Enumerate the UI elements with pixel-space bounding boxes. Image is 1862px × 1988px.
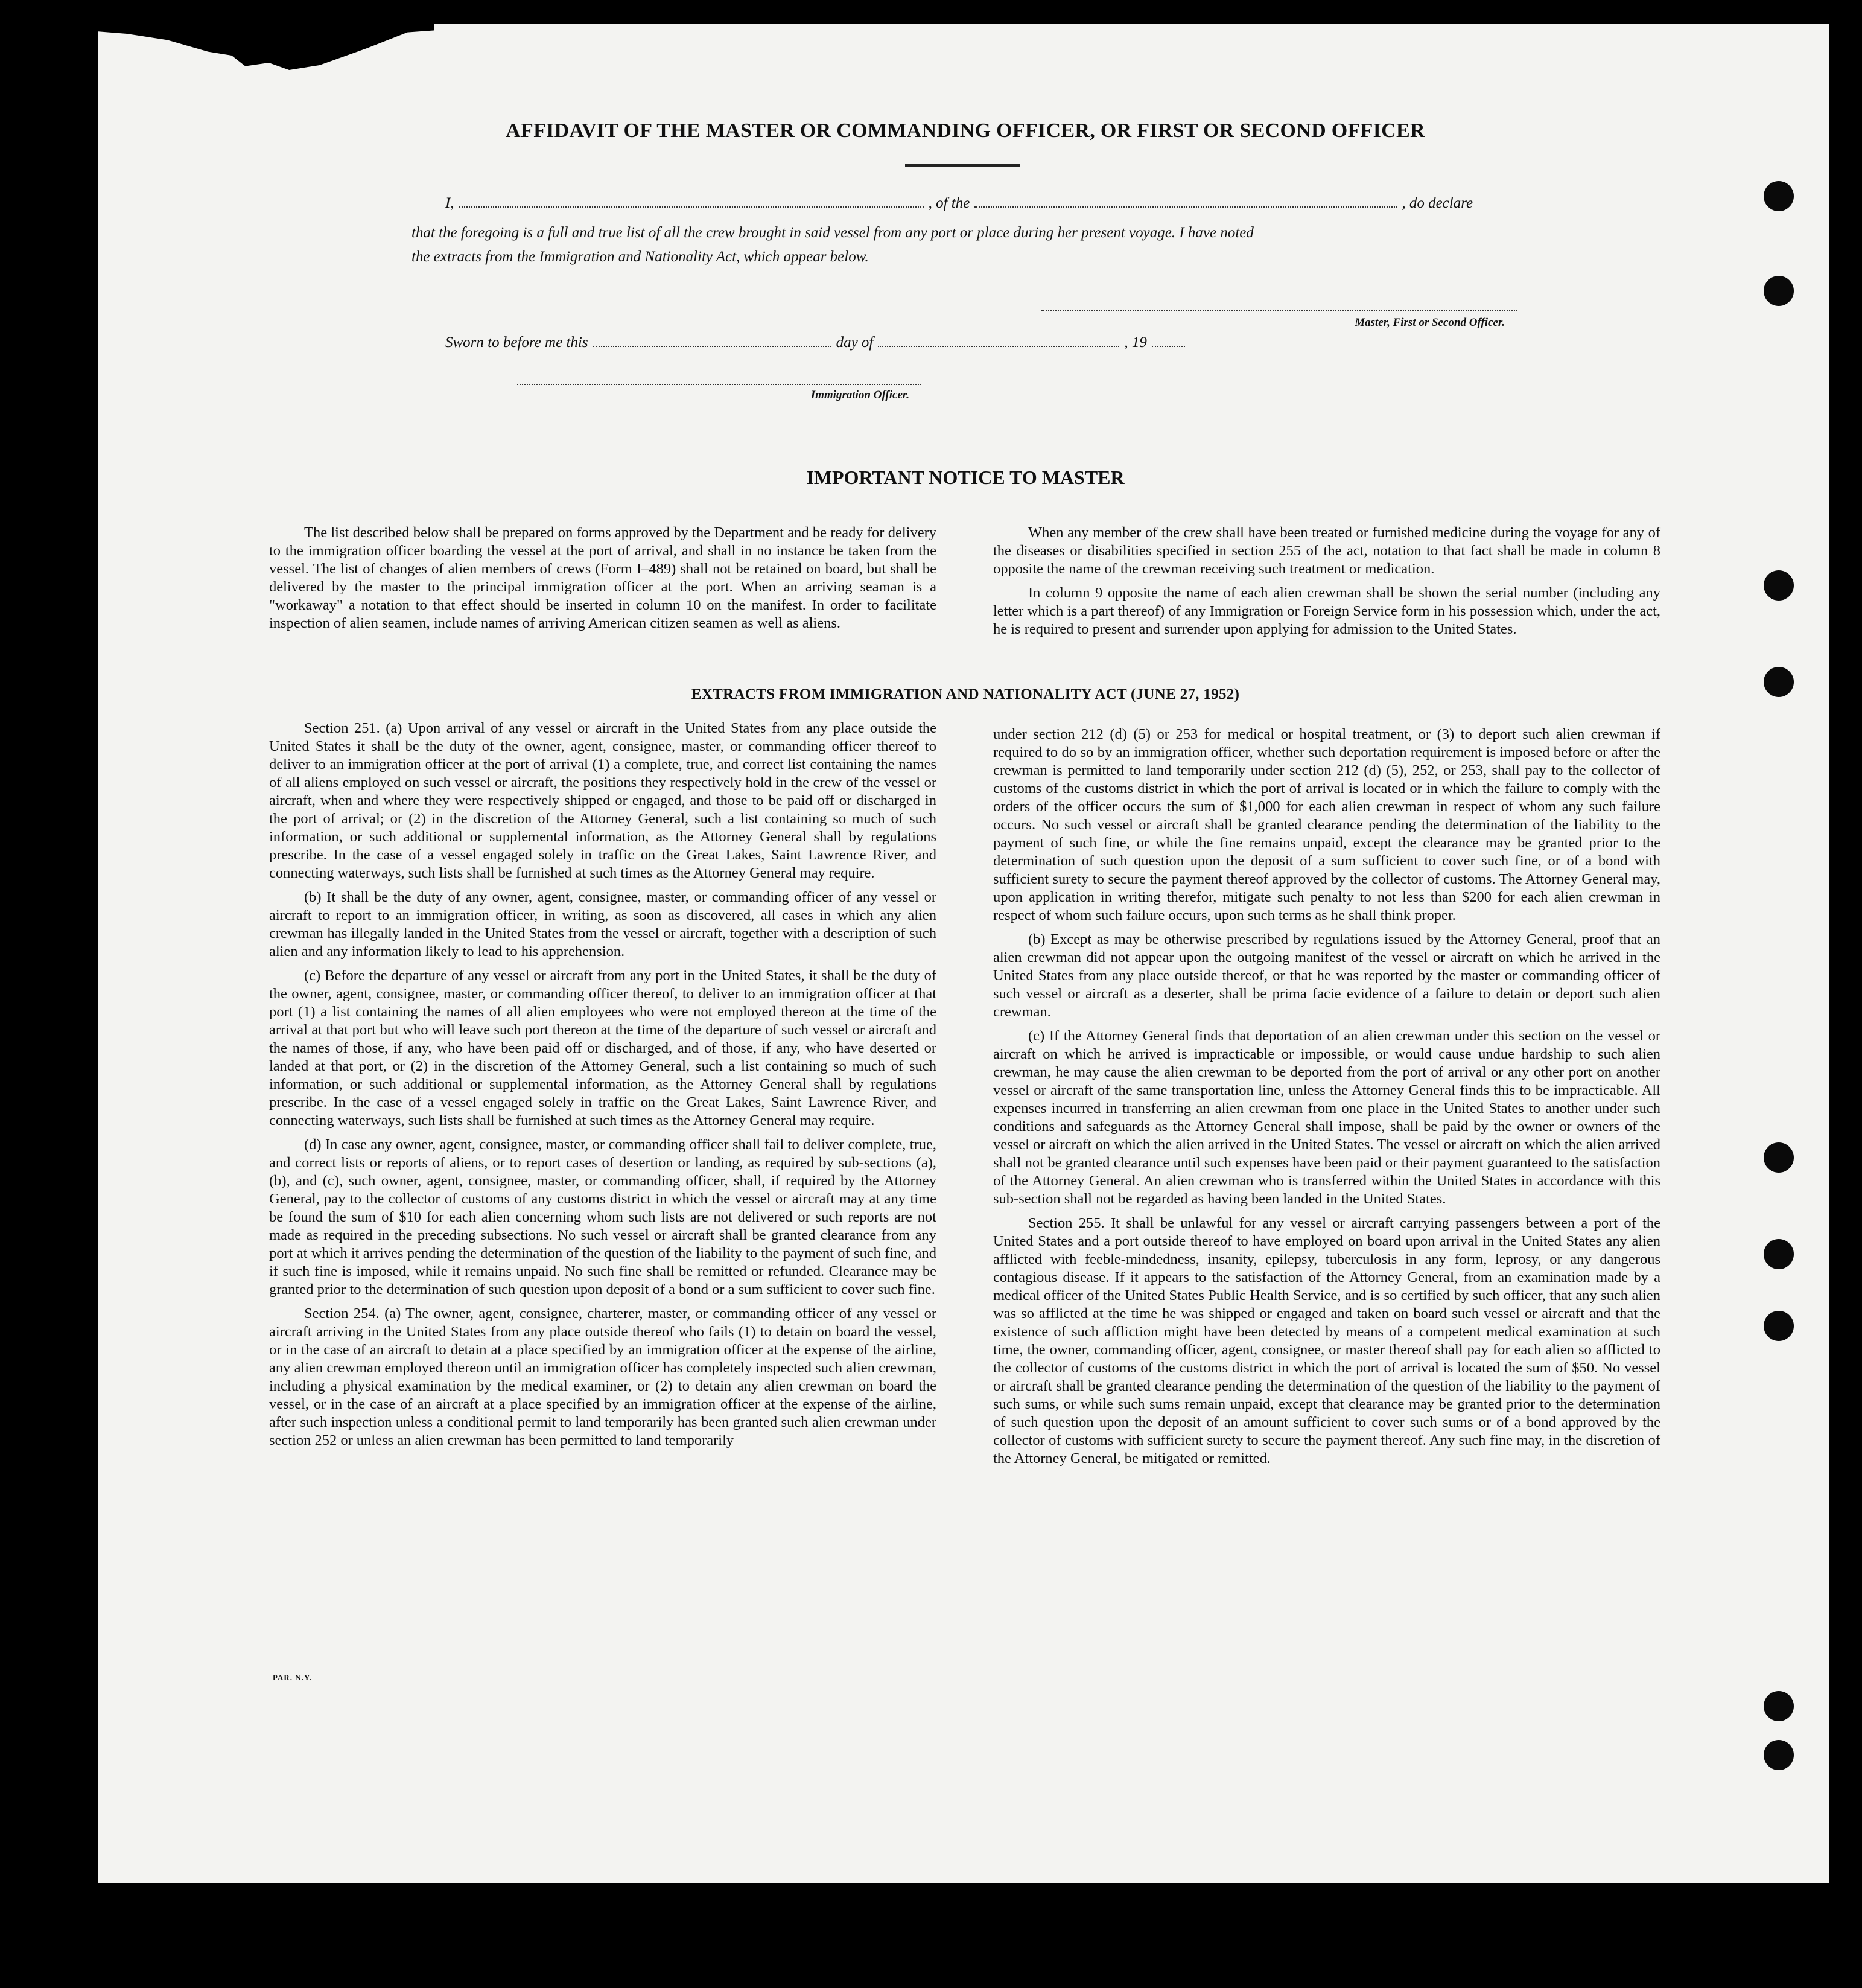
sworn-day-field[interactable] bbox=[593, 345, 831, 347]
binder-hole-icon bbox=[1764, 1311, 1794, 1341]
extracts-title: EXTRACTS FROM IMMIGRATION AND NATIONALITY ACT (JUNE 27, 1952) bbox=[691, 686, 1240, 702]
binder-hole-icon bbox=[1764, 570, 1794, 601]
master-signature-label: Master, First or Second Officer. bbox=[1355, 316, 1505, 329]
declaration-line bbox=[445, 195, 1517, 212]
declarant-prefix: I, bbox=[445, 195, 454, 211]
vessel-name-field[interactable] bbox=[974, 206, 1397, 208]
notice-paragraph: The list described below shall be prepared on forms approved by the Department and be ready for delivery to the immigration officer boarding the vessel at the port of arrival, and shall in no instance be taken from the vessel. The list of changes of alien members of crews (Form I–489) shall not be retained on board, but shall be delivered by the master to the principal immigration officer at the port. When an arriving seaman is a "workaway" a notation to that effect should be inserted in column 10 on the manifest. In order to facilitate inspection of alien seamen, include names of arriving American citizen seamen as well as aliens. bbox=[269, 524, 936, 631]
extracts-right-column bbox=[993, 725, 1660, 1474]
extracts-left-column bbox=[269, 719, 936, 1456]
sworn-line bbox=[445, 334, 1290, 351]
section-254-b: (b) Except as may be otherwise prescribed by regulations issued by the Attorney General, proof that an alien crewman did not appear upon the outgoing manifest of the vessel or aircraft on which he arrived in the United States from any place outside thereof, or that he was reported by the master or commanding officer of such vessel or aircraft as a deserter, shall be prima facie evidence of a failure to detain or deport such alien crewman. bbox=[993, 931, 1660, 1020]
binder-hole-icon bbox=[1764, 1142, 1794, 1173]
declarant-name-field[interactable] bbox=[459, 206, 924, 208]
declaration-statement: that the foregoing is a full and true list of all the crew brought in said vessel from any port or place during her present voyage. I have noted bbox=[411, 225, 1254, 241]
day-of-label: day of bbox=[836, 334, 874, 351]
immigration-officer-signature-line[interactable] bbox=[517, 384, 921, 385]
section-254-a-cont: under section 212 (d) (5) or 253 for medical or hospital treatment, or (3) to deport such alien crewman if required to do so by an immigration officer, whether such deportation requirement is imposed before or after the crewman is permitted to land temporarily under section 212 (d) (5), 252, or 253, shall pay to the collector of customs of the customs district in which the port of arrival is located or in which the failure to comply with the orders of the officer occurs the sum of $1,000 for each alien crewman in respect of whom any such failure occurs. No such vessel or aircraft shall be granted clearance pending the determination of the liability to the payment of such fine, or while the fine remains unpaid, except the clearance may be granted prior to the determination of such question upon the deposit of a sum sufficient to cover such fine, or of a bond with sufficient surety to secure the payment thereof approved by the collector of customs. The Attorney General may, upon application in writing therefor, mitigate such penalty to not less than $200 for each alien crewman in respect of whom such failure occurs, upon such terms as he shall think proper. bbox=[993, 726, 1660, 923]
section-251-d: (d) In case any owner, agent, consignee, master, or commanding officer shall fail to deliver complete, true, and correct lists or reports of aliens, or to report cases of desertion or landing, as required by sub-sections (a), (b), and (c), such owner, agent, consignee, master, or commanding officer, shall, if required by the Attorney General, pay to the collector of customs of any customs district in which the vessel or aircraft may at any time be found the sum of $10 for each alien concerning whom such lists are not delivered or such reports are not made as required in the preceding subsections. No such vessel or aircraft shall be granted clearance from any port at which it arrives pending the determination of the question of the liability to the payment of such fine, and if such fine is imposed, while it remains unpaid. No such fine shall be remitted or refunded. Clearance may be granted prior to the determination of such question upon deposit of a bond or a sum sufficient to cover such fine. bbox=[269, 1136, 936, 1298]
notice-title: IMPORTANT NOTICE TO MASTER bbox=[806, 467, 1125, 488]
sworn-month-field[interactable] bbox=[878, 345, 1119, 347]
binder-hole-icon bbox=[1764, 181, 1794, 211]
notice-left-column bbox=[269, 524, 936, 639]
binder-hole-icon bbox=[1764, 276, 1794, 306]
declaration-statement-cont: the extracts from the Immigration and Nationality Act, which appear below. bbox=[411, 249, 869, 265]
immigration-officer-label: Immigration Officer. bbox=[810, 389, 909, 401]
binder-hole-icon bbox=[1764, 1239, 1794, 1269]
section-251-b: (b) It shall be the duty of any owner, agent, consignee, master, or commanding officer of any vessel or aircraft to report to an immigration officer, in writing, as soon as discovered, all cases in which any alien crewman has illegally landed in the United States from the vessel or aircraft, together with a description of such alien and any information likely to lead to his apprehension. bbox=[269, 889, 936, 960]
year-prefix: , 19 bbox=[1124, 334, 1147, 351]
affidavit-title: AFFIDAVIT OF THE MASTER OR COMMANDING OFFICER, OR FIRST OR SECOND OFFICER bbox=[506, 119, 1425, 142]
binder-hole-icon bbox=[1764, 667, 1794, 697]
section-251-a: Section 251. (a) Upon arrival of any vessel or aircraft in the United States from any place outside the United States it shall be the duty of the owner, agent, consignee, master, or commanding officer thereof to deliver to an immigration officer at the port of arrival (1) a complete, true, and correct list containing the names of all aliens employed on such vessel or aircraft, the positions they respectively hold in the crew of the vessel or aircraft, when and where they were respectively shipped or engaged, and those to be paid off or discharged in the port of arrival; or (2) in the discretion of the Attorney General, such a list containing so much of such information, or such additional or supplemental information, as the Attorney General shall by regulations prescribe. In the case of a vessel engaged solely in traffic on the Great Lakes, Saint Lawrence River, and connecting waterways, such lists shall be furnished at such times as the Attorney General may require. bbox=[269, 720, 936, 881]
section-254-c: (c) If the Attorney General finds that deportation of an alien crewman under this section on the vessel or aircraft on which he arrived is impracticable or impossible, or would cause undue hardship to such alien crewman, he may cause the alien crewman to be deported from the port of arrival or any other port on another vessel or aircraft of the same transportation line, unless the Attorney General finds this to be impracticable. All expenses incurred in transferring an alien crewman from one place in the United States to another under such conditions and safeguards as the Attorney General shall impose, shall be paid by the owner or owners of the vessel or aircraft on which the alien arrived in the United States. The vessel or aircraft on which the alien arrived shall not be granted clearance until such expenses have been paid or their payment guaranteed to the satisfaction of the Attorney General. An alien crewman who is transferred within the United States in accordance with this sub-section shall not be regarded as having been landed in the United States. bbox=[993, 1028, 1660, 1207]
master-signature-line[interactable] bbox=[1041, 310, 1517, 311]
notice-paragraph: When any member of the crew shall have been treated or furnished medicine during the voyage for any of the diseases or disabilities specified in section 255 of the act, notation to that fact shall be made in column 8 opposite the name of the crewman receiving such treatment or medication. bbox=[993, 524, 1660, 577]
binder-hole-icon bbox=[1764, 1691, 1794, 1721]
notice-right-column bbox=[993, 524, 1660, 645]
sworn-prefix: Sworn to before me this bbox=[445, 334, 588, 351]
title-rule bbox=[905, 164, 1020, 167]
section-255: Section 255. It shall be unlawful for any vessel or aircraft carrying passengers between a port of the United States and a port outside thereof to have employed on board upon arrival in the United States any alien afflicted with feeble-mindedness, insanity, epilepsy, tuberculosis in any form, leprosy, or any dangerous contagious disease. If it appears to the satisfaction of the Attorney General, from an examination made by a medical officer of the United States Public Health Service, and is so certified by such officer, that any such alien was so afflicted at the time he was shipped or engaged and taken on board such vessel or aircraft and that the existence of such affliction might have been detected by means of a competent medical examination at such time, the owner, commanding officer, agent, consignee, or master thereof shall pay for each alien so afflicted to the collector of customs of the customs district in which the port of arrival is located the sum of $50. No vessel or aircraft shall be granted clearance pending the determination of the question of the liability to the payment of such sums, or while such sums remain unpaid, except that clearance may be granted prior to the determination of such question upon the deposit of an amount sufficient to cover such sums or of a bond approved by the collector of customs with sufficient surety to secure the payment thereof. Any such fine may, in the discretion of the Attorney General, be mitigated or remitted. bbox=[993, 1215, 1660, 1467]
notice-paragraph: In column 9 opposite the name of each alien crewman shall be shown the serial number (including any letter which is a part thereof) of any Immigration or Foreign Service form in his possession which, under the act, he is required to present and surrender upon applying for admission to the United States. bbox=[993, 585, 1660, 637]
printer-mark: PAR. N.Y. bbox=[273, 1673, 313, 1682]
section-254-a: Section 254. (a) The owner, agent, consignee, charterer, master, or commanding officer of any vessel or aircraft arriving in the United States from any place outside thereof who fails (1) to detain on board the vessel, or in the case of an aircraft to detain at a place specified by an immigration officer at the expense of the airline, any alien crewman employed thereon until an immigration officer has completely inspected such alien crewman, including a physical examination by the medical examiner, or (2) to detain any alien crewman on board the vessel, or in the case of an aircraft at a place specified by an immigration officer at the expense of the airline, after such inspection unless a conditional permit to land temporarily has been granted such alien crewman under section 252 or unless an alien crewman has been permitted to land temporarily bbox=[269, 1305, 936, 1448]
of-the-label: , of the bbox=[928, 195, 970, 211]
section-251-c: (c) Before the departure of any vessel or aircraft from any port in the United States, it shall be the duty of the owner, agent, consignee, master, or commanding officer thereof, to deliver to an immigration officer at that port (1) a list containing the names of all alien employees who were not employed thereon at the time of the arrival at that port but who will leave such port thereon at the time of the departure of such vessel or aircraft and the names of those, if any, who have been paid off or discharged, and of those, if any, who have deserted or landed at that port, or (2) in the discretion of the Attorney General, such a list containing so much of such information, or such additional or supplemental information, as the Attorney General shall by regulations prescribe. In the case of a vessel engaged solely in traffic on the Great Lakes, Saint Lawrence River, and connecting waterways, such lists shall be furnished at such times as the Attorney General may require. bbox=[269, 967, 936, 1129]
declare-label: , do declare bbox=[1402, 195, 1473, 211]
binder-hole-icon bbox=[1764, 1740, 1794, 1770]
sworn-year-field[interactable] bbox=[1152, 345, 1185, 347]
